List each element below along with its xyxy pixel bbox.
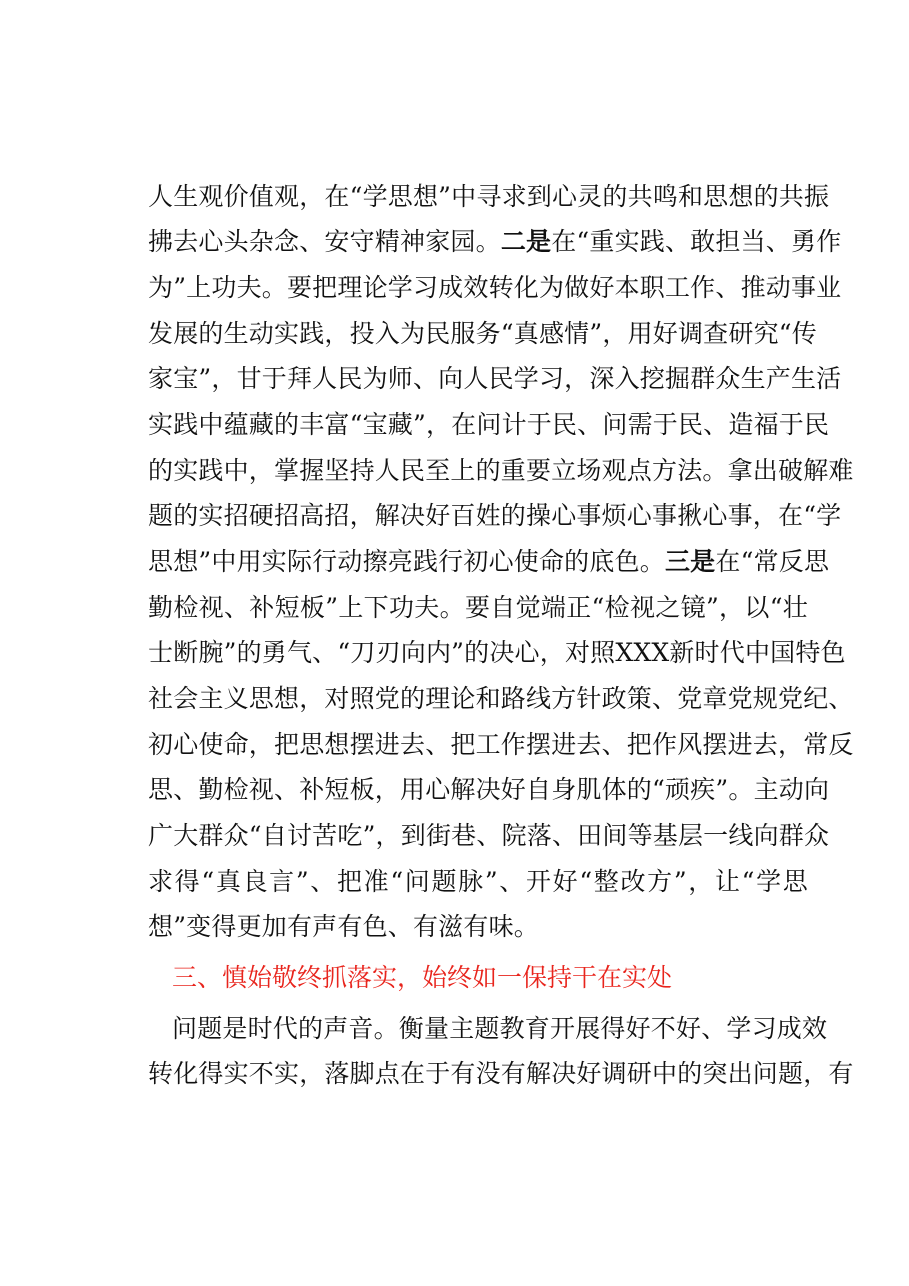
line-text: 在“常反思 bbox=[715, 547, 830, 576]
line-text: 拂去心头杂念、安守精神家园。 bbox=[148, 227, 501, 256]
line-text: 思想”中用实际行动擦亮践行初心使命的底色。 bbox=[148, 547, 665, 576]
line-text: 在“重实践、敢担当、勇作 bbox=[551, 227, 842, 256]
paragraph-line bbox=[148, 222, 842, 262]
paragraph-line: 家宝”，甘于拜人民为师、向人民学习，深入挖掘群众生产生活 bbox=[148, 364, 842, 393]
paragraph-line: 发展的生动实践，投入为民服务“真感情”，用好调查研究“传 bbox=[148, 319, 817, 348]
paragraph-line: 实践中蕴藏的丰富“宝藏”，在问计于民、问需于民、造福于民 bbox=[148, 410, 830, 439]
paragraph-line: 的实践中，掌握坚持人民至上的重要立场观点方法。拿出破解难 bbox=[148, 456, 854, 485]
paragraph-line: 初心使命，把思想摆进去、把工作摆进去、把作风摆进去，常反 bbox=[148, 730, 854, 759]
paragraph-line: 问题是时代的声音。衡量主题教育开展得好不好、学习成效 bbox=[172, 1014, 828, 1043]
bold-marker-second: 二是 bbox=[500, 227, 552, 256]
paragraph-line: 士断腕”的勇气、“刀刃向内”的决心，对照XXX新时代中国特色 bbox=[148, 638, 846, 667]
section-heading: 三、慎始敬终抓落实，始终如一保持干在实处 bbox=[172, 963, 673, 992]
paragraph-line: 为”上功夫。要把理论学习成效转化为做好本职工作、推动事业 bbox=[148, 273, 842, 302]
paragraph-line: 社会主义思想，对照党的理论和路线方针政策、党章党规党纪、 bbox=[148, 684, 854, 713]
paragraph-line: 广大群众“自讨苦吃”，到街巷、院落、田间等基层一线向群众 bbox=[148, 821, 830, 850]
paragraph-line: 求得“真良言”、把准“问题脉”、开好“整改方”，让“学思 bbox=[148, 867, 808, 896]
paragraph-line: 题的实招硬招高招，解决好百姓的操心事烦心事揪心事，在“学 bbox=[148, 501, 842, 530]
paragraph-line bbox=[148, 542, 830, 582]
paragraph-line: 想”变得更加有声有色、有滋有味。 bbox=[148, 912, 539, 941]
paragraph-line: 人生观价值观，在“学思想”中寻求到心灵的共鸣和思想的共振 bbox=[148, 182, 830, 211]
bold-marker-third: 三是 bbox=[664, 547, 716, 576]
paragraph-line: 思、勤检视、补短板，用心解决好自身肌体的“顽疾”。主动向 bbox=[148, 775, 830, 804]
paragraph-line: 转化得实不实，落脚点在于有没有解决好调研中的突出问题，有 bbox=[148, 1059, 854, 1088]
paragraph-line: 勤检视、补短板”上下功夫。要自觉端正“检视之镜”，以“壮 bbox=[148, 593, 808, 622]
